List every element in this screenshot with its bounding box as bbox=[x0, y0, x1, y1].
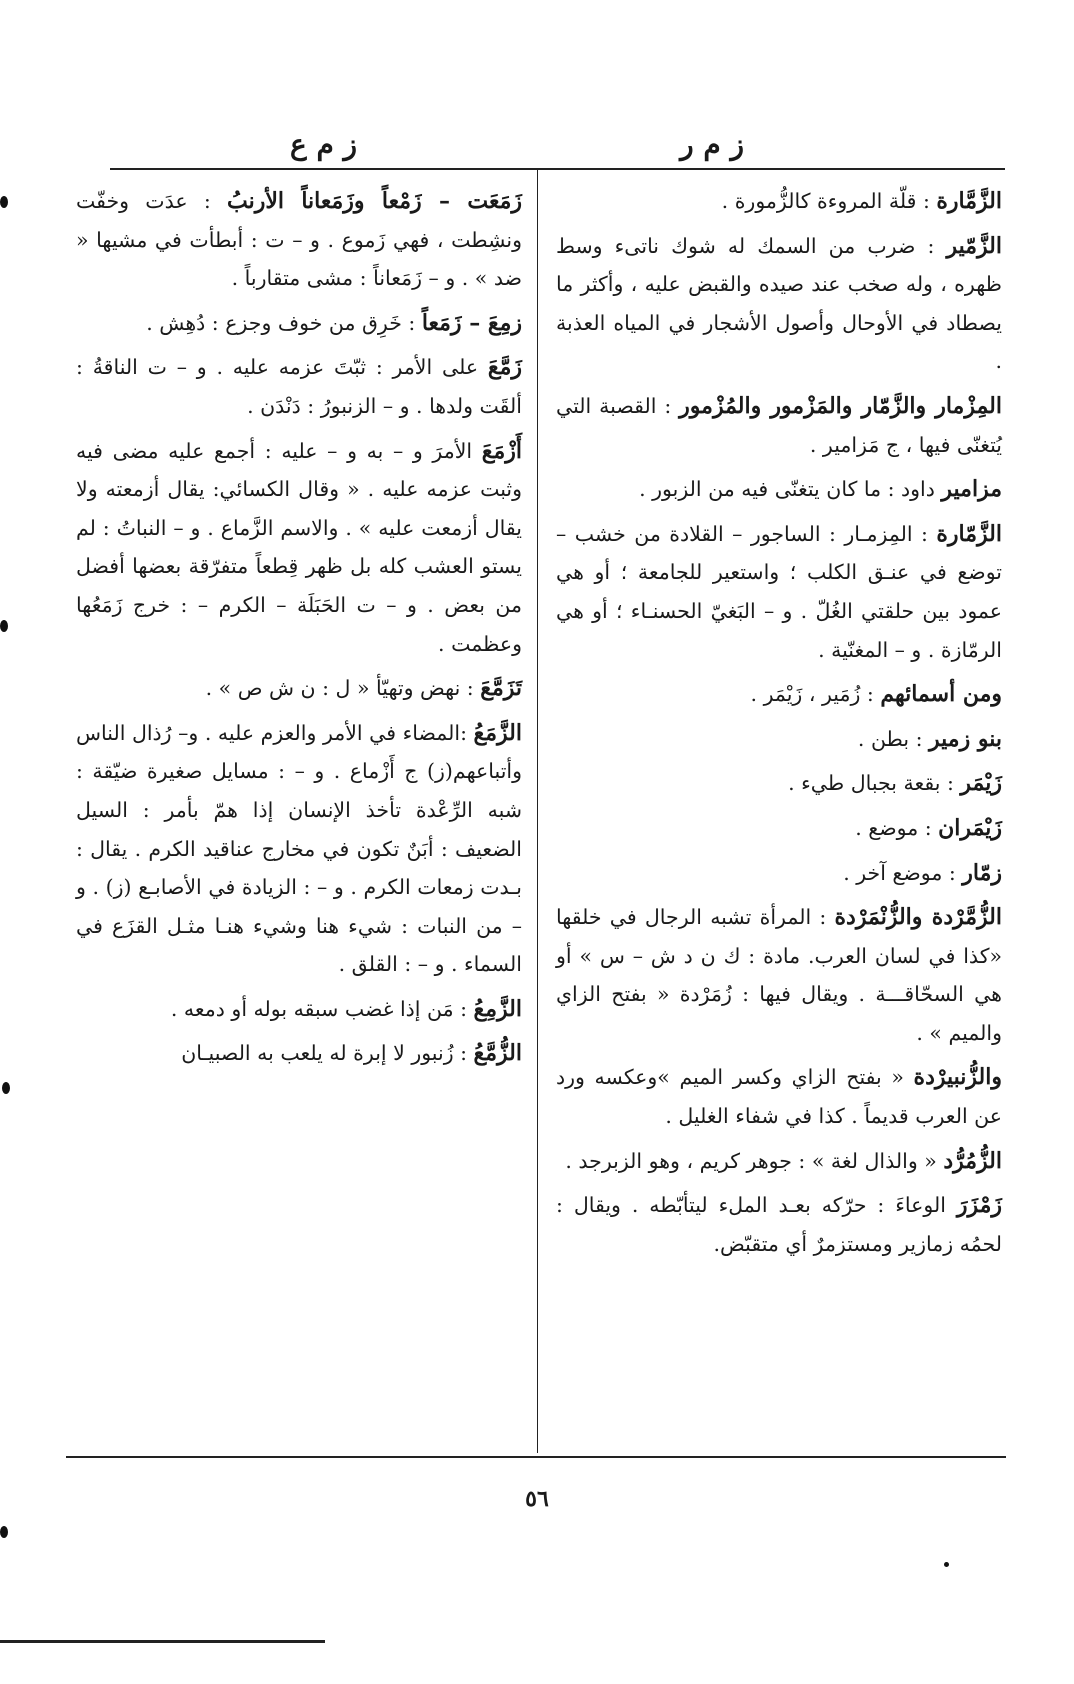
entry-headword: تَزَمَّعَ bbox=[480, 675, 522, 702]
entry-definition: : زُمَير ، زَيْمَر . bbox=[750, 682, 881, 707]
entry bbox=[76, 714, 522, 984]
entry-headword: الزُّمَّعُ bbox=[473, 1040, 522, 1067]
footer-rule bbox=[66, 1456, 1006, 1458]
header-rule bbox=[110, 168, 1005, 170]
entry-headword: زَمْزَرَ bbox=[956, 1192, 1002, 1219]
entry-headword: بنو زمير bbox=[929, 725, 1002, 752]
stray-dot bbox=[944, 1562, 949, 1567]
entry-headword: الزَّمّير bbox=[946, 232, 1002, 259]
entry bbox=[76, 432, 522, 664]
bottom-edge-line bbox=[0, 1640, 325, 1643]
entry-definition: « بفتح الزاي وكسر الميم »وعكسه ورد عن العرب قديماً . كذا في شفاء الغليل . bbox=[556, 1065, 1002, 1129]
entry bbox=[556, 764, 1002, 803]
entry-definition: : موضع آخر . bbox=[843, 860, 963, 885]
entry-definition: : ضرب من السمك له شوك ناتىء وسط ظهره ، وله صخب عند صيده والقبض عليه ، وأكثر ما يصطاد في الأوحال وأصول الأشجار في المياه العذبة . bbox=[556, 233, 1002, 374]
entry-definition: : قلّة المروءة كالزُّمورة . bbox=[721, 189, 937, 213]
right-column-root-header: ز م ر bbox=[680, 128, 744, 161]
entry-definition: : مَن إذا غضب سبقه بوله أو دمعه . bbox=[170, 996, 474, 1021]
entry-headword: مزامير bbox=[941, 476, 1002, 503]
binding-hole-mark bbox=[0, 1526, 8, 1538]
entry bbox=[556, 1142, 1002, 1181]
entry bbox=[556, 182, 1002, 221]
entry bbox=[556, 1186, 1002, 1263]
entry-headword: الزُّمُرُّد bbox=[943, 1147, 1002, 1174]
entry-headword: الزَّمّارة bbox=[936, 520, 1002, 547]
column-divider bbox=[537, 170, 538, 1453]
entry bbox=[76, 182, 522, 298]
entry-definition: : زُنبور لا إبرة له يلعب به الصبيـان bbox=[181, 1041, 474, 1066]
entry bbox=[556, 387, 1002, 464]
entry-headword: زَمَّعَ bbox=[487, 354, 522, 381]
entry-headword: الزُّمَّرْدة والزُّنْمَرْدة bbox=[834, 904, 1002, 931]
entry-headword: الزَّمَّارة bbox=[936, 188, 1002, 214]
entry-definition: داود : ما كان يتغنّى فيه من الزبور . bbox=[639, 477, 942, 502]
entry bbox=[556, 809, 1002, 848]
entry bbox=[556, 1058, 1002, 1135]
entry-definition: : عدَت وخفّت ونشِطت ، فهي زَموع . و – ت : أبطأت في مشيها « ضد » . و – زَمَعاناً : مشى متقارباً . bbox=[76, 189, 522, 291]
entry-definition: : نهض وتهيّأ « ل : ن ش ص » . bbox=[205, 676, 481, 701]
entry-definition: الأمرَ و – به و – عليه : أجمع عليه مضى فيه وثبت عزمه عليه . « وقال الكسائي: يقال أزمعته ولا يقال أزمعت عليه » . والاسم الزَّماع . و – النباتُ : لم يستو العشب كله بل ظهر قِطعاً متفرّقة بعضها أفضل من بعض . و – ت الحَبَلَة – الكرم – : خرج زَمَعُها وعظمت . bbox=[76, 438, 522, 656]
binding-hole-mark bbox=[0, 196, 8, 208]
entry-headword: الزَّمَعُ bbox=[473, 719, 522, 746]
entry bbox=[556, 854, 1002, 893]
entry-headword: الزَّمِعُ bbox=[473, 995, 522, 1022]
binding-hole-mark bbox=[2, 1082, 10, 1094]
entry bbox=[76, 990, 522, 1029]
entry-headword: المِزْمار والزَّمّار والمَزْمور والمُزْمور bbox=[679, 392, 1002, 419]
entry-definition: : القصبة التي يُتغنّى فيها ، ج مَزامير . bbox=[556, 393, 1002, 457]
entry-headword: زَمَعَت – زَمْعاً وزَمَعاناً الأرنبُ bbox=[226, 188, 522, 214]
entry-definition: « والذال لغة » : جوهر كريم ، وهو الزبرجد . bbox=[565, 1148, 944, 1173]
entry bbox=[76, 348, 522, 425]
entry-definition: على الأمر : ثبّتَ عزمه عليه . و – ت الناقةُ : ألقَت ولدها . و – الزنبورُ : دَنْدَن . bbox=[76, 355, 522, 418]
entry bbox=[556, 675, 1002, 714]
left-column bbox=[76, 182, 522, 1079]
entry-headword: زمّار bbox=[962, 859, 1002, 886]
entry-headword: زَيْمَر bbox=[960, 770, 1002, 797]
entry bbox=[76, 1034, 522, 1073]
page-number: ٥٦ bbox=[525, 1486, 549, 1512]
entry bbox=[556, 515, 1002, 669]
entry-definition: : المرأة تشبه الرجال في خلقها «كذا في لسان العرب. مادة : ك ن د ش – س » أو هي السحّاقـــة . ويقال فيها : زُمَرْدة « بفتح الزاي والميم » . bbox=[556, 905, 1002, 1045]
entry bbox=[76, 669, 522, 708]
entry-definition: : بقعة بجبال طيء . bbox=[788, 771, 961, 796]
binding-hole-mark bbox=[0, 620, 8, 632]
entry-headword: زَيْمَران bbox=[938, 814, 1002, 841]
entry-headword: والزُّنبيرْدة bbox=[913, 1064, 1002, 1091]
entry-definition: : المِزمـار : الساجور – القلادة من خشب – توضع في عنـق الكلب ؛ واستعير للجامعة ؛ أو هي عمود بين حلقتي الغُلّ . و – البَغيّ الحسنـاء ؛ أو هي الرمّازة . و – المغنّية . bbox=[556, 521, 1002, 662]
entry-definition: : موضع . bbox=[855, 815, 939, 840]
entry bbox=[556, 720, 1002, 759]
right-column bbox=[556, 182, 1002, 1269]
entry bbox=[556, 898, 1002, 1052]
entry-headword: أَزْمَعَ bbox=[481, 437, 522, 464]
entry bbox=[556, 470, 1002, 509]
entry-definition: : خَرِق من خوف وجزع : دُهِش . bbox=[146, 310, 422, 335]
entry-headword: ومن أسمائهم bbox=[880, 681, 1002, 708]
entry-definition: :المضاء في الأمر والعزم عليه . و– رُذال الناس وأتباعهم(ز) ج أَزْماع . و – : مسايل صغيرة ضيّقة : شبه الرِّعْدة تأخذ الإنسان إذا همّ بأمر : السيل الضعيف : أبَنٌ تكون في مخارج عناقيد الكرم . يقال : بـدت زمعات الكرم . و – : الزيادة في الأصابـع (ز) . و – من النبات : شيء هنا وشيء هنـا مثـل القزَع في السماء . و – : القلق . bbox=[76, 720, 522, 977]
entry-definition: : بطن . bbox=[857, 726, 930, 751]
entry bbox=[76, 304, 522, 343]
entry-headword: زمِعَ – زَمَعاً bbox=[421, 309, 522, 336]
left-column-root-header: ز م ع bbox=[290, 128, 358, 161]
entry bbox=[556, 227, 1002, 381]
entry-definition: الوعاءَ : حرّكه بعـد الملء ليتأبّطه . ويقال : لحمُه زمازير ومستزمرٌ أي متقبّض. bbox=[556, 1193, 1002, 1256]
